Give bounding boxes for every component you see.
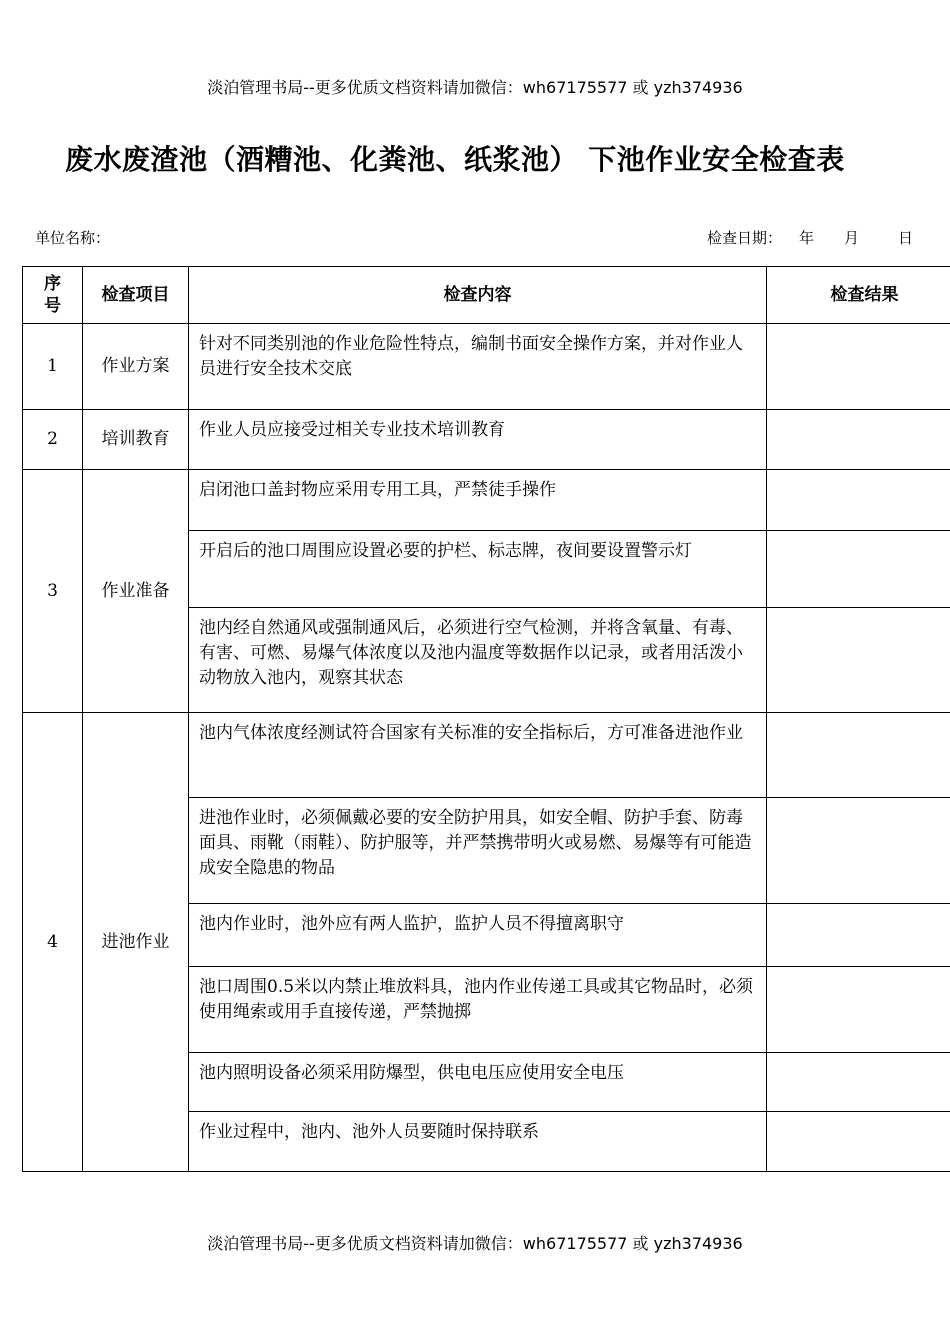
check-content: 池内作业时，池外应有两人监护，监护人员不得擅离职守: [189, 904, 767, 967]
section-item: 进池作业: [83, 713, 189, 1172]
table-row: [23, 324, 950, 410]
header-content: 检查内容: [189, 267, 767, 324]
check-content: 作业人员应接受过相关专业技术培训教育: [189, 410, 767, 470]
date-month: 月: [844, 229, 860, 247]
section-item: 作业方案: [83, 324, 189, 410]
check-content: 作业过程中，池内、池外人员要随时保持联系: [189, 1112, 767, 1172]
section-no: 4: [23, 713, 83, 1172]
check-result[interactable]: [767, 1053, 950, 1112]
header-banner: 淡泊管理书局--更多优质文档资料请加微信：wh67175577 或 yzh374936: [207, 78, 743, 97]
section-no: 1: [23, 324, 83, 410]
section-no: 2: [23, 410, 83, 470]
footer-banner: 淡泊管理书局--更多优质文档资料请加微信：wh67175577 或 yzh374936: [207, 1234, 743, 1253]
header-no: 序号: [23, 267, 83, 324]
check-result[interactable]: [767, 470, 950, 531]
header-item: 检查项目: [83, 267, 189, 324]
date-year: 年: [799, 229, 815, 247]
check-result[interactable]: [767, 410, 950, 470]
checklist-table: [22, 266, 950, 1172]
check-result[interactable]: [767, 608, 950, 713]
check-content: 池内经自然通风或强制通风后，必须进行空气检测，并将含氧量、有毒、有害、可燃、易爆气体浓度以及池内温度等数据作以记录，或者用活泼小动物放入池内，观察其状态: [189, 608, 767, 713]
check-content: 池内气体浓度经测试符合国家有关标准的安全指标后，方可准备进池作业: [189, 713, 767, 798]
table-header-row: [23, 267, 950, 324]
check-content: 进池作业时，必须佩戴必要的安全防护用具，如安全帽、防护手套、防毒面具、雨靴（雨鞋）、防护服等，并严禁携带明火或易燃、易爆等有可能造成安全隐患的物品: [189, 798, 767, 904]
page-title: 废水废渣池（酒糟池、化粪池、纸浆池） 下池作业安全检查表: [65, 143, 845, 176]
check-content: 开启后的池口周围应设置必要的护栏、标志牌，夜间要设置警示灯: [189, 531, 767, 608]
check-result[interactable]: [767, 531, 950, 608]
check-content: 针对不同类别池的作业危险性特点，编制书面安全操作方案，并对作业人员进行安全技术交底: [189, 324, 767, 410]
section-item: 作业准备: [83, 470, 189, 713]
check-content: 池口周围0.5米以内禁止堆放料具，池内作业传递工具或其它物品时，必须使用绳索或用手直接传递，严禁抛掷: [189, 967, 767, 1053]
check-result[interactable]: [767, 1112, 950, 1172]
check-result[interactable]: [767, 798, 950, 904]
table-row: [23, 410, 950, 470]
check-result[interactable]: [767, 324, 950, 410]
section-no: 3: [23, 470, 83, 713]
check-content: 启闭池口盖封物应采用专用工具，严禁徒手操作: [189, 470, 767, 531]
unit-name-label: 单位名称：: [35, 229, 111, 247]
table-row: [23, 470, 950, 531]
check-result[interactable]: [767, 967, 950, 1053]
inspection-date: [707, 227, 913, 248]
table-row: [23, 713, 950, 798]
header-result: 检查结果: [767, 267, 950, 324]
check-result[interactable]: [767, 904, 950, 967]
date-label: 检查日期：: [707, 229, 783, 247]
check-result[interactable]: [767, 713, 950, 798]
section-item: 培训教育: [83, 410, 189, 470]
check-content: 池内照明设备必须采用防爆型，供电电压应使用安全电压: [189, 1053, 767, 1112]
date-day: 日: [898, 229, 914, 247]
